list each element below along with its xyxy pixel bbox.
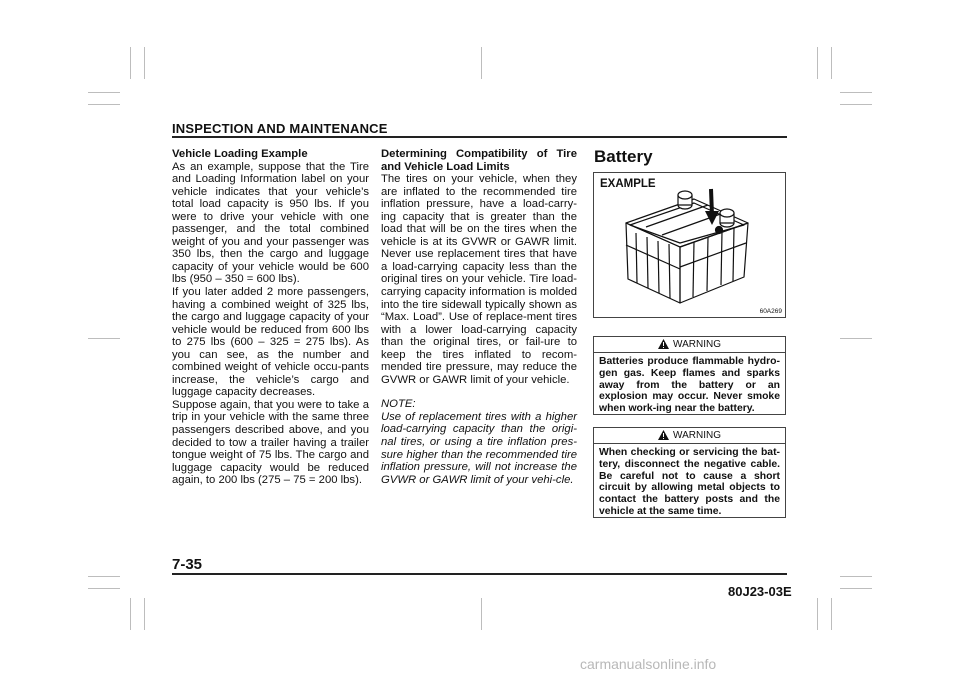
paragraph: If you later added 2 more passengers, having a combined weight of 325 lbs, the cargo and luggage capacity of your vehicle would be reduced from 600 lbs to 275 lbs (600 – 325 = 275 lbs). As you can see, as the number and combined weight of vehicle occu-pants increase, the vehicle’s cargo and luggage capacity decreases. (172, 286, 369, 399)
crop-mark (817, 47, 818, 79)
crop-mark (840, 576, 872, 577)
paragraph: Suppose again, that you were to take a trip in your vehicle with the same three passengers described above, and you decided to tow a trailer having a trailer tongue weight of 75 lbs. The cargo and luggage capacity would be reduced again, to 200 lbs (275 – 75 = 200 lbs). (172, 398, 369, 487)
warning-box-hydrogen (593, 336, 786, 415)
warning-title: WARNING (673, 430, 721, 441)
warning-text: Batteries produce flammable hydro-gen gas. Keep flames and sparks away from the battery or an explosion may occur. Never smoke when work-ing near the battery. (599, 356, 780, 415)
warning-title: WARNING (673, 339, 721, 350)
crop-mark (481, 47, 482, 79)
header-rule (172, 136, 787, 138)
crop-mark (88, 92, 120, 93)
paragraph: The tires on your vehicle, when they are inflated to the recommended tire inflation pressure, have a load-carry-ing capacity that is greater than the load that will be on the tires when the vehicle is at its GVWR or GAWR limit. Never use replacement tires that have a load-carrying capacity less than the original tires on your vehicle. Tire load-carrying capacity information is molded into the tire sidewall typically shown as “Max. Load”. Use of replace-ment tires with a lower load-carrying capacity than the original tires, or fail-ure to keep the tires inflated to recom-mended tire pressure, may reduce the GVWR or GAWR limit of your vehicle. (381, 173, 577, 386)
crop-mark (840, 588, 872, 589)
battery-title: Battery (594, 147, 653, 166)
crop-mark (840, 338, 872, 339)
warning-triangle-icon (658, 339, 669, 349)
column-tire-compatibility (381, 148, 577, 486)
figure-label: EXAMPLE (600, 178, 656, 190)
section-header: INSPECTION AND MAINTENANCE (172, 121, 388, 136)
column-vehicle-loading (172, 148, 369, 487)
crop-mark (144, 47, 145, 79)
note-label: NOTE: (381, 398, 416, 411)
tire-compatibility-heading: Determining Compatibility of Tire and Vehicle Load Limits (381, 148, 577, 173)
warning-triangle-icon (658, 430, 669, 440)
warning-header (594, 337, 785, 353)
paragraph: As an example, suppose that the Tire and Loading Information label on your vehicle indicates that your vehicle’s total load capacity is 950 lbs. If you were to drive your vehicle with one passenger, and the total combined weight of you and your passenger was 350 lbs, then the cargo and luggage capacity of your vehicle would be 600 lbs (950 – 350 = 600 lbs). (172, 160, 369, 286)
crop-mark (88, 338, 120, 339)
crop-mark (831, 598, 832, 630)
battery-figure (593, 172, 786, 318)
vehicle-loading-heading: Vehicle Loading Example (172, 148, 308, 160)
crop-mark (840, 104, 872, 105)
crop-mark (88, 104, 120, 105)
crop-mark (831, 47, 832, 79)
battery-illustration (616, 185, 756, 307)
crop-mark (817, 598, 818, 630)
warning-text: When checking or servicing the bat-tery, disconnect the negative cable. Be careful not to cause a short circuit by allowing metal objects to contact the battery posts and the vehicle at the same time. (599, 447, 780, 517)
figure-code: 60A269 (759, 308, 782, 315)
note-text: Use of replacement tires with a higher load-carrying capacity than the origi-nal tires, or using a tire inflation pres-sure higher than the recommended tire inflation pressure, will not increase the GVWR or GAWR limit of your vehi-cle. (381, 410, 577, 486)
crop-mark (144, 598, 145, 630)
crop-mark (130, 47, 131, 79)
warning-box-short-circuit (593, 427, 786, 518)
crop-mark (481, 598, 482, 630)
manual-code: 80J23-03E (728, 584, 792, 599)
crop-mark (840, 92, 872, 93)
crop-mark (88, 576, 120, 577)
crop-mark (88, 588, 120, 589)
crop-mark (130, 598, 131, 630)
footer-rule (172, 573, 787, 575)
warning-header (594, 428, 785, 444)
page-number: 7-35 (172, 556, 203, 573)
watermark: carmanualsonline.info (580, 656, 717, 672)
